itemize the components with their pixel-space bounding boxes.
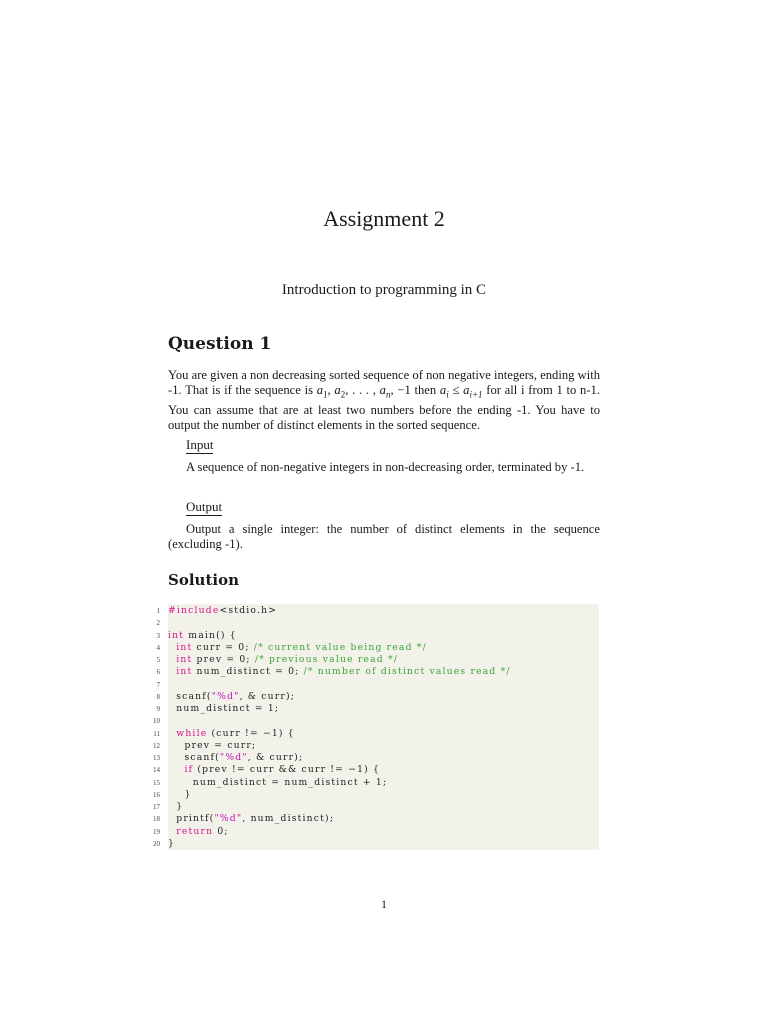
code-keyword: while (176, 727, 208, 739)
code-token: num_distinct = 1; (168, 703, 280, 714)
code-text (168, 740, 256, 751)
line-number: 5 (156, 656, 160, 664)
code-token: scanf( (168, 752, 220, 763)
intro-text: , (327, 383, 335, 398)
line-number: 9 (156, 705, 160, 713)
math-sub: i+1 (469, 389, 483, 400)
code-line (153, 788, 599, 801)
code-line (156, 703, 599, 715)
code-line (156, 617, 599, 629)
code-line (153, 813, 599, 825)
page-subtitle: Introduction to programming in C (281, 282, 487, 298)
code-line (156, 605, 599, 617)
code-token: } (168, 788, 192, 800)
code-line (153, 801, 599, 813)
math-sub: 2 (340, 389, 346, 400)
code-text (168, 691, 295, 702)
solution-heading: Solution (168, 571, 239, 589)
code-line (156, 629, 599, 642)
math-a: a (463, 383, 470, 398)
code-token: curr = 0; (192, 641, 254, 653)
code-token: num_distinct = num_distinct + 1; (168, 776, 388, 788)
code-token (168, 654, 176, 665)
code-keyword: int (168, 629, 185, 641)
code-line (153, 825, 599, 838)
output-heading: Output (186, 499, 223, 514)
intro-text: , . . . , (345, 383, 380, 398)
line-number: 10 (153, 717, 160, 726)
math-sub: 1 (323, 389, 328, 400)
line-number: 4 (156, 643, 160, 652)
code-text (168, 764, 380, 775)
intro-text: for all i from 1 to n-1. You can assume that are at least two numbers before the ending -1. You have to output the number of distinct elements in the sorted sequence. (168, 383, 600, 433)
math-sub: n (385, 389, 391, 400)
output-paragraph: Output a single integer: the number of distinct elements in the sequence (excluding -1). (168, 522, 600, 552)
code-text (168, 642, 427, 653)
code-token: (prev != curr && curr != −1) { (193, 764, 381, 776)
code-token: scanf( (168, 690, 212, 702)
code-text (168, 826, 229, 837)
input-paragraph: A sequence of non-negative integers in non-decreasing order, terminated by -1. (186, 460, 585, 474)
line-number: 14 (153, 766, 160, 775)
code-text (168, 752, 303, 763)
code-keyword: int (176, 666, 193, 678)
code-token: num_distinct = 0; (192, 666, 304, 678)
math-sub: i (446, 389, 449, 400)
code-listing (153, 604, 599, 850)
code-token: , & curr); (247, 752, 304, 763)
line-number: 2 (156, 619, 160, 628)
line-number: 19 (153, 827, 160, 836)
code-line (156, 679, 599, 691)
code-token: } (168, 837, 176, 849)
code-text (168, 801, 183, 812)
code-token: , num_distinct); (242, 813, 335, 825)
code-line (156, 690, 599, 703)
code-token: printf( (168, 813, 215, 825)
line-number: 17 (153, 803, 160, 811)
intro-text: , −1 then (390, 383, 440, 398)
code-comment: /* number of distinct values read */ (303, 666, 511, 678)
page-title: Assignment 2 (323, 206, 445, 231)
question-paragraph (168, 368, 600, 433)
code-token (168, 826, 176, 837)
code-line (153, 837, 599, 850)
code-token: } (168, 801, 184, 812)
intro-text: You are given a non decreasing sorted sequence of non negative integers, ending with -1. That is if the sequence is (168, 368, 600, 398)
code-text (168, 777, 387, 788)
line-number: 12 (153, 741, 160, 750)
code-token (168, 728, 176, 739)
code-token: prev = 0; (192, 654, 255, 665)
code-line (156, 641, 599, 654)
line-number: 13 (153, 754, 160, 762)
code-keyword: if (184, 764, 194, 776)
line-number: 7 (156, 680, 160, 689)
code-text (168, 728, 295, 739)
code-keyword: #include (168, 605, 220, 616)
code-token: 0; (213, 825, 229, 837)
code-line (156, 654, 599, 666)
code-comment: /* previous value read */ (254, 654, 399, 665)
code-token (168, 764, 184, 775)
code-token: main() { (184, 629, 237, 641)
code-line (156, 666, 599, 678)
line-number: 20 (153, 839, 160, 848)
input-heading: Input (186, 437, 214, 452)
code-text (168, 630, 237, 641)
line-number: 3 (156, 631, 160, 640)
code-comment: /* current value being read */ (253, 641, 427, 653)
code-line (153, 764, 599, 776)
line-number: 6 (156, 668, 160, 677)
code-token (168, 642, 176, 653)
intro-text: ≤ (448, 383, 464, 398)
line-number: 1 (156, 607, 160, 615)
code-keyword: return (176, 825, 214, 837)
line-number: 18 (153, 815, 160, 824)
code-text (168, 703, 279, 714)
code-line (153, 776, 599, 789)
code-keyword: int (176, 641, 193, 653)
math-a: a (316, 383, 324, 398)
code-token: prev = curr; (168, 739, 257, 751)
math-a: a (439, 383, 447, 398)
question-heading: Question 1 (168, 334, 272, 354)
code-text (168, 654, 398, 665)
code-token: (curr != −1) { (207, 727, 295, 739)
code-text (168, 813, 334, 824)
code-text (168, 789, 192, 800)
code-text (168, 838, 175, 849)
line-number: 8 (156, 692, 160, 701)
code-string: "%d" (214, 813, 243, 825)
code-keyword: int (176, 654, 193, 665)
line-number: 16 (153, 790, 160, 799)
code-text (168, 605, 277, 616)
code-token (168, 666, 176, 677)
code-text (168, 666, 511, 677)
math-a: a (334, 383, 341, 398)
code-token: <stdio.h> (219, 605, 278, 616)
code-line (153, 752, 599, 764)
math-a: a (379, 383, 386, 398)
line-number: 15 (153, 778, 160, 787)
line-number: 11 (153, 729, 160, 738)
code-line (153, 715, 599, 727)
code-string: "%d" (211, 690, 240, 702)
code-line (153, 727, 599, 740)
code-string: "%d" (219, 752, 248, 763)
code-line (153, 739, 599, 752)
page-number: 1 (381, 897, 387, 911)
code-token: , & curr); (239, 690, 296, 702)
